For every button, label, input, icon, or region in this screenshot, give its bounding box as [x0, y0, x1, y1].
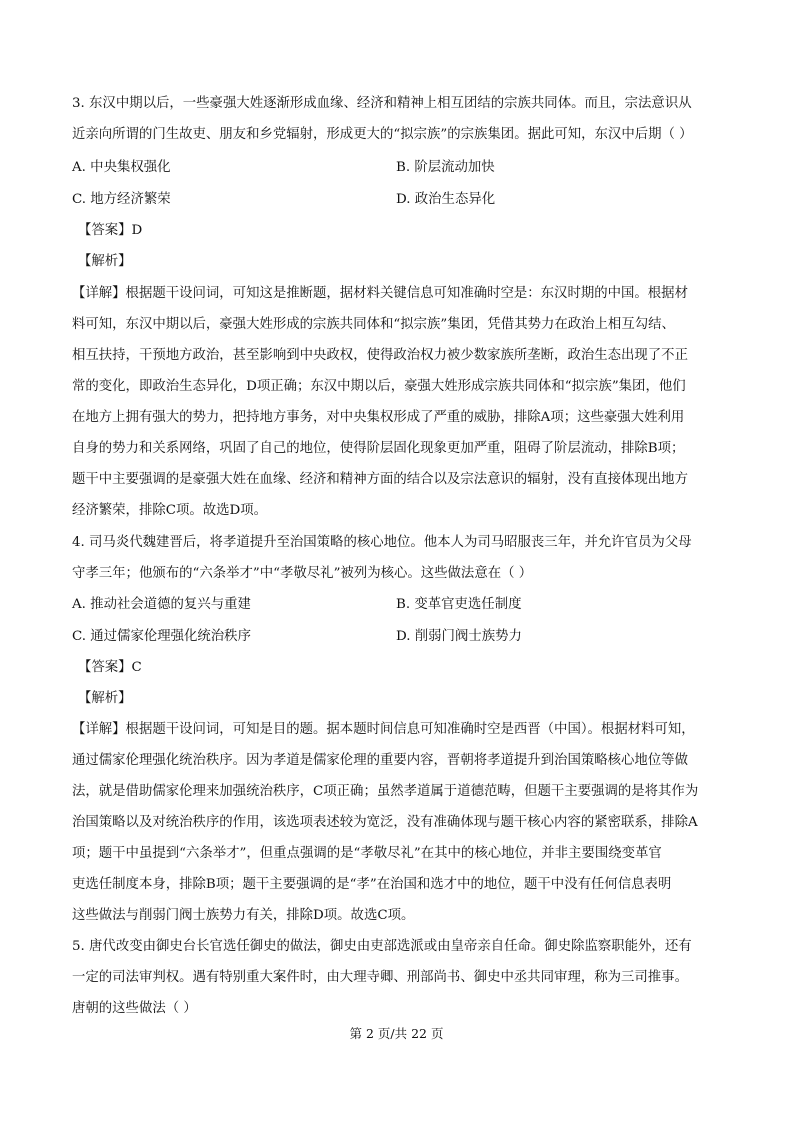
question-3-detail-line-2: 料可知，东汉中期以后，豪强大姓形成的宗族共同体和“拟宗族”集团，凭借其势力在政治上相互勾结、	[72, 317, 675, 332]
question-4-detail-line-1: 【详解】根据题干设问词，可知是目的题。据本题时间信息可知准确时空是西晋（中国）。根据材料可知，	[72, 722, 695, 737]
question-3-stem-line-2: 近亲向所谓的门生故吏、朋友和乡党辐射，形成更大的“拟宗族”的宗族集团。据此可知，东汉中后期（ ）	[72, 127, 693, 142]
question-3-detail-line-6: 自身的势力和关系网络，巩固了自己的地位，使得阶层固化现象更加严重，阻碍了阶层流动，排除B项；	[72, 441, 685, 456]
question-3-detail-line-8: 经济繁荣，排除C项。故选D项。	[72, 503, 268, 518]
question-3-option-d: D. 政治生态异化	[396, 192, 496, 207]
question-3-detail-line-5: 在地方上拥有强大的势力，把持地方事务，对中央集权形成了严重的威胁，排除A项；这些豪强大姓利用	[72, 410, 685, 425]
question-3-option-a: A. 中央集权强化	[72, 160, 171, 175]
question-4-analysis-label: 【解析】	[78, 691, 132, 706]
question-3-stem-line-1: 3. 东汉中期以后，一些豪强大姓逐渐形成血缘、经济和精神上相互团结的宗族共同体。而且，宗法意识从	[72, 96, 692, 111]
question-3-detail-line-7: 题干中主要强调的是豪强大姓在血缘、经济和精神方面的结合以及宗法意识的辐射，没有直接体现出地方	[72, 472, 688, 487]
question-3-detail-line-1: 【详解】根据题干设问词，可知这是推断题，据材料关键信息可知准确时空是：东汉时期的中国。根据材	[72, 286, 688, 301]
question-4-detail-line-3: 法，就是借助儒家伦理来加强统治秩序，C项正确；虽然孝道属于道德范畴，但题干主要强调的是将其作为	[72, 784, 699, 799]
question-3-analysis-label: 【解析】	[78, 254, 132, 269]
question-3-option-c: C. 地方经济繁荣	[72, 192, 171, 207]
question-4-option-b: B. 变革官吏选任制度	[396, 597, 522, 612]
question-5-stem-line-2: 一定的司法审判权。遇有特别重大案件时，由大理寺卿、刑部尚书、御史中丞共同审理，称为三司推事。	[72, 970, 688, 985]
question-4-option-c: C. 通过儒家伦理强化统治秩序	[72, 629, 251, 644]
question-5-stem-line-3: 唐朝的这些做法（ ）	[72, 1001, 197, 1016]
question-4-detail-line-5: 项；题干中虽提到“六条举才”，但重点强调的是“孝敬尽礼”在其中的核心地位，并非主要围绕变革官	[72, 846, 662, 861]
question-3-detail-line-4: 常的变化，即政治生态异化，D项正确；东汉中期以后，豪强大姓形成宗族共同体和“拟宗族”集团，他们	[72, 379, 686, 394]
question-5-stem-line-1: 5. 唐代改变由御史台长官选任御史的做法，御史由吏部选派或由皇帝亲自任命。御史除监察职能外，还有	[72, 939, 692, 954]
question-3-option-b: B. 阶层流动加快	[396, 160, 495, 175]
page-number-footer: 第 2 页/共 22 页	[349, 1026, 444, 1041]
question-4-detail-line-2: 通过儒家伦理强化统治秩序。因为孝道是儒家伦理的重要内容，晋朝将孝道提升到治国策略核心地位等做	[72, 753, 688, 768]
question-4-option-a: A. 推动社会道德的复兴与重建	[72, 597, 251, 612]
question-4-answer: 【答案】C	[78, 660, 142, 675]
question-4-stem-line-2: 守孝三年；他颁布的“六条举才”中“孝敬尽礼”被列为核心。这些做法意在（ ）	[72, 566, 533, 581]
question-4-stem-line-1: 4. 司马炎代魏建晋后，将孝道提升至治国策略的核心地位。他本人为司马昭服丧三年，并允许官员为父母	[72, 535, 692, 550]
question-3-detail-line-3: 相互扶持，干预地方政治，甚至影响到中央政权，使得政治权力被少数家族所垄断，政治生态出现了不正	[72, 348, 688, 363]
question-4-detail-line-6: 吏选任制度本身，排除B项；题干主要强调的是“孝”在治国和选才中的地位，题干中没有任何信息表明	[72, 877, 672, 892]
question-3-answer: 【答案】D	[78, 223, 143, 238]
question-4-option-d: D. 削弱门阀士族势力	[396, 629, 522, 644]
question-4-detail-line-4: 治国策略以及对统治秩序的作用，该选项表述较为宽泛，没有准确体现与题干核心内容的紧密联系，排除A	[72, 815, 698, 830]
question-4-detail-line-7: 这些做法与削弱门阀士族势力有关，排除D项。故选C项。	[72, 908, 415, 923]
